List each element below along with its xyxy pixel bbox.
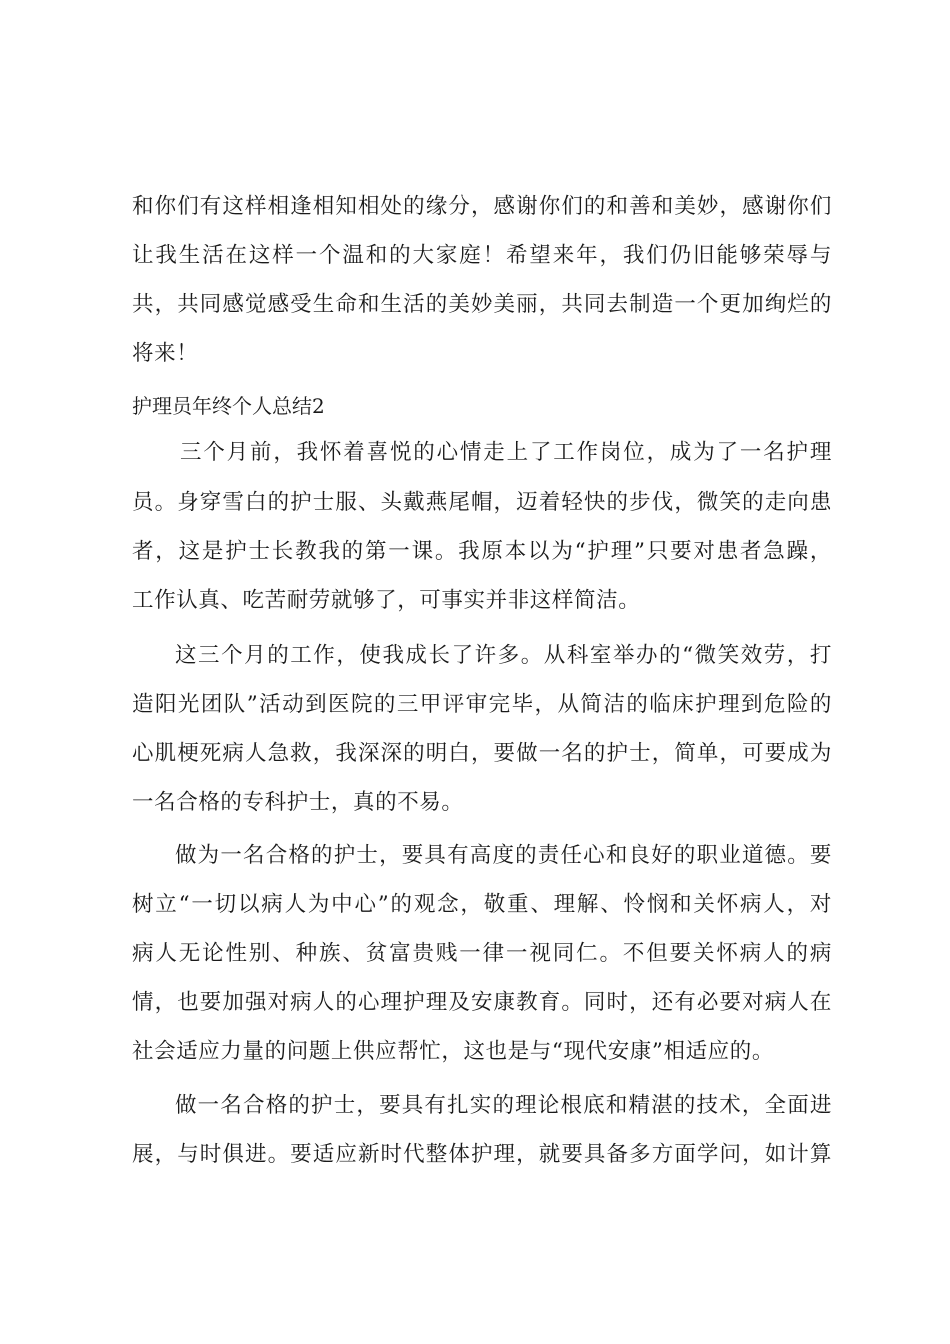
text-line: 展，与时俱进。要适应新时代整体护理，就要具备多方面学问，如计算 <box>132 1142 832 1167</box>
text-line: 情，也要加强对病人的心理护理及安康教育。同时，还有必要对病人在 <box>132 990 832 1015</box>
text-line: 将来！ <box>132 341 199 366</box>
text-line: 树立“一切以病人为中心”的观念，敬重、理解、怜悯和关怀病人，对 <box>132 892 832 917</box>
text-line: 共，共同感觉感受生命和生活的美妙美丽，共同去制造一个更加绚烂的 <box>132 292 832 317</box>
text-line: 做一名合格的护士，要具有扎实的理论根底和精湛的技术，全面进 <box>175 1093 832 1118</box>
text-line: 做为一名合格的护士，要具有高度的责任心和良好的职业道德。要 <box>175 843 832 868</box>
text-line: 心肌梗死病人急救，我深深的明白，要做一名的护士，简单，可要成为 <box>132 741 832 766</box>
text-line: 三个月前，我怀着喜悦的心情走上了工作岗位，成为了一名护理 <box>180 440 832 465</box>
text-line: 工作认真、吃苦耐劳就够了，可事实并非这样简洁。 <box>132 588 641 613</box>
text-line: 病人无论性别、种族、贫富贵贱一律一视同仁。不但要关怀病人的病 <box>132 941 832 966</box>
text-line: 者，这是护士长教我的第一课。我原本以为“护理”只要对患者急躁， <box>132 539 832 564</box>
text-line: 员。身穿雪白的护士服、头戴燕尾帽，迈着轻快的步伐，微笑的走向患 <box>132 490 832 515</box>
text-line: 和你们有这样相逢相知相处的缘分，感谢你们的和善和美妙，感谢你们 <box>132 194 832 219</box>
text-line: 让我生活在这样一个温和的大家庭！希望来年，我们仍旧能够荣辱与 <box>132 243 832 268</box>
section-title: 护理员年终个人总结2 <box>132 394 325 418</box>
text-line: 一名合格的专科护士，真的不易。 <box>132 790 464 815</box>
text-line: 造阳光团队”活动到医院的三甲评审完毕，从简洁的临床护理到危险的 <box>132 692 832 717</box>
text-line: 社会适应力量的问题上供应帮忙，这也是与“现代安康”相适应的。 <box>132 1039 774 1064</box>
text-line: 这三个月的工作，使我成长了许多。从科室举办的“微笑效劳，打 <box>175 643 832 668</box>
